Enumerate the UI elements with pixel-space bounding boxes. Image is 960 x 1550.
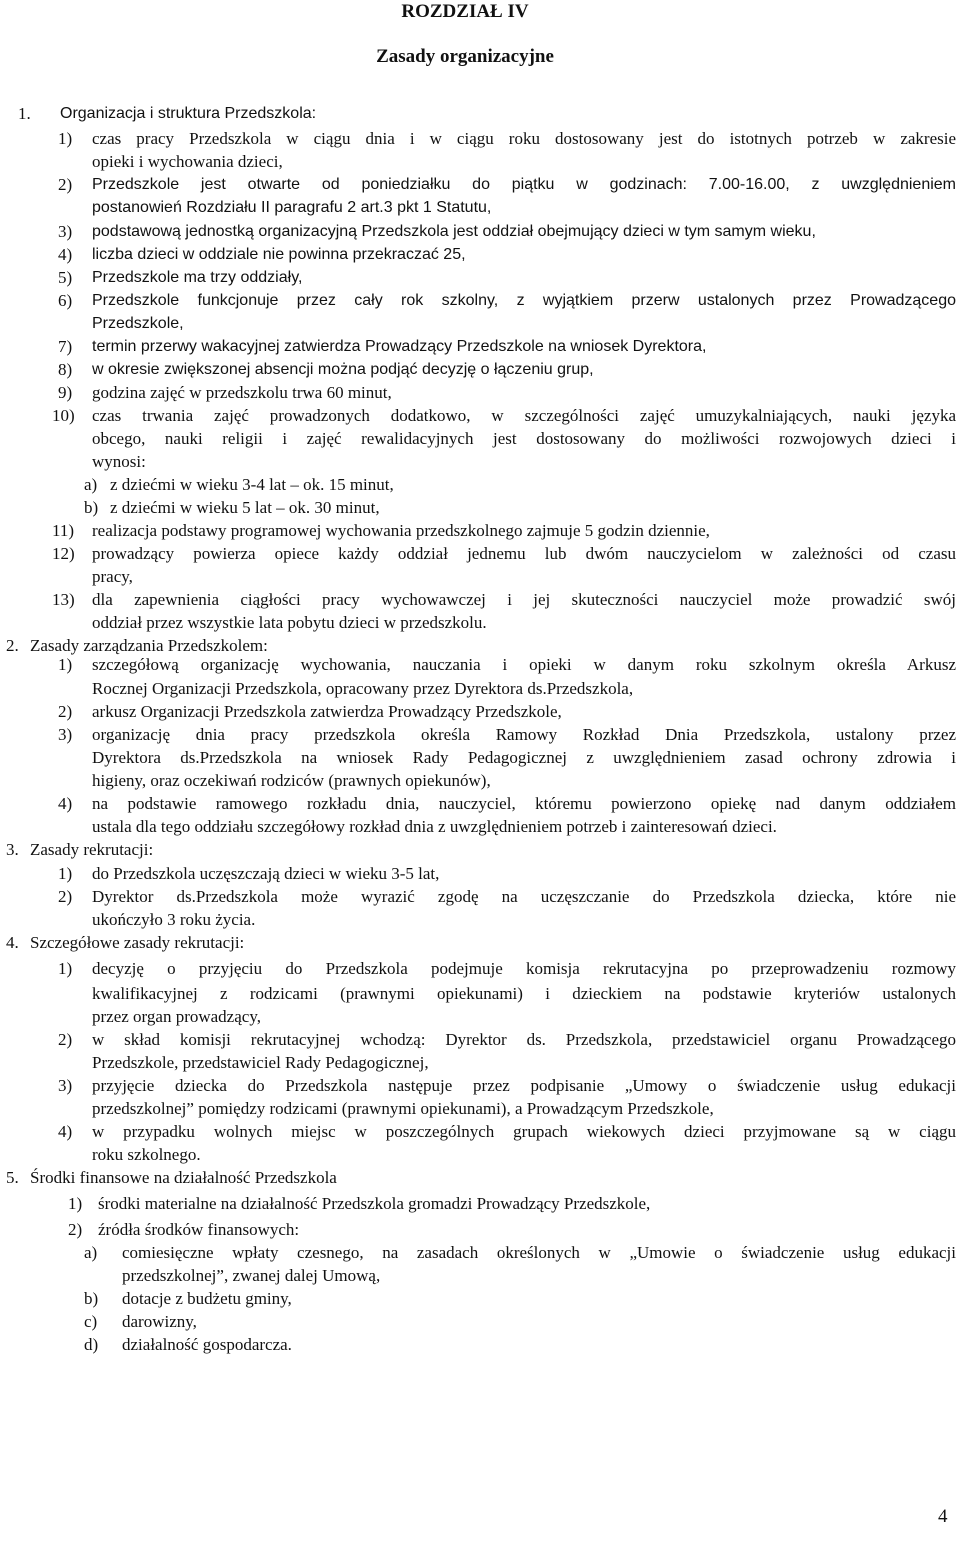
item-text-line: Przedszkole ma trzy oddziały, (92, 269, 303, 286)
item-marker: 6) (58, 291, 73, 310)
item-marker: a) (84, 1243, 98, 1262)
item-text-line: roku szkolnego. (92, 1145, 201, 1164)
item-text-line: decyzję o przyjęciu do Przedszkola podejmuje komisja rekrutacyjna po przeprowadzeniu rozmowy (92, 959, 956, 978)
section-number: 3. (6, 840, 19, 859)
item-marker: 1) (58, 864, 73, 883)
item-marker: 11) (52, 521, 75, 540)
item-text-line: Przedszkole jest otwarte od poniedziałku do piątku w godzinach: 7.00-16.00, z uwzględnieniem (92, 176, 956, 193)
item-marker: 10) (52, 406, 75, 425)
section-number: 1. (18, 104, 31, 123)
item-marker: 5) (58, 268, 73, 287)
item-marker: 9) (58, 383, 73, 402)
item-text-line: higieny, oraz oczekiwań rodziców (prawnych opiekunów), (92, 771, 491, 790)
item-text-line: arkusz Organizacji Przedszkola zatwierdza Prowadzący Przedszkole, (92, 702, 562, 721)
item-text-line: ustala dla tego oddziału szczegółowy rozkład dnia z uwzględnieniem potrzeb i zainteresowań dzieci. (92, 817, 777, 836)
item-text-line: do Przedszkola uczęszczają dzieci w wieku 3-5 lat, (92, 864, 440, 883)
item-text-line: w okresie zwiększonej absencji można podjąć decyzję o łączeniu grup, (92, 361, 594, 378)
item-text-line: dotacje z budżetu gminy, (122, 1289, 292, 1308)
item-marker: a) (84, 475, 98, 494)
chapter-subtitle: Zasady organizacyjne (376, 46, 554, 67)
item-marker: 12) (52, 544, 75, 563)
item-text-line: przyjęcie dziecka do Przedszkola następuje przez podpisanie „Umowy o świadczenie usług edukacji (92, 1076, 956, 1095)
item-text-line: comiesięczne wpłaty czesnego, na zasadach określonych w „Umowie o świadczenie usług edukacji (122, 1243, 956, 1262)
item-text-line: Przedszkole funkcjonuje przez cały rok szkolny, z wyjątkiem przerw ustalonych przez Prowadzącego (92, 292, 956, 309)
item-marker: 2) (68, 1220, 83, 1239)
item-text-line: godzina zajęć w przedszkolu trwa 60 minut, (92, 383, 392, 402)
item-text-line: Przedszkole, przedstawiciel Rady Pedagogicznej, (92, 1053, 429, 1072)
item-marker: 8) (58, 360, 73, 379)
section-title: Organizacja i struktura Przedszkola: (60, 105, 317, 122)
item-text-line: Dyrektora ds.Przedszkola na wniosek Rady Pedagogicznej z uwzględnieniem zasad ochrony zdrowia i (92, 748, 956, 767)
page-number: 4 (938, 1506, 948, 1527)
item-marker: 1) (58, 129, 73, 148)
item-marker: d) (84, 1335, 99, 1354)
section-number: 2. (6, 636, 19, 655)
item-text-line: z dziećmi w wieku 5 lat – ok. 30 minut, (110, 498, 380, 517)
item-text-line: przedszkolnej”, zwanej dalej Umową, (122, 1266, 381, 1285)
item-text-line: działalność gospodarcza. (122, 1335, 292, 1354)
item-text-line: czas trwania zajęć prowadzonych dodatkowo, w szczególności zajęć umuzykalniających, nauki języka (92, 406, 956, 425)
section-title: Środki finansowe na działalność Przedszkola (30, 1168, 337, 1187)
item-text-line: oddział przez wszystkie lata pobytu dzieci w przedszkolu. (92, 613, 487, 632)
item-text-line: przedszkolnej” pomiędzy rodzicami (prawnymi opiekunami), a Prowadzącym Przedszkole, (92, 1099, 714, 1118)
item-marker: 2) (58, 175, 73, 194)
item-marker: 4) (58, 245, 73, 264)
item-text-line: z dziećmi w wieku 3-4 lat – ok. 15 minut, (110, 475, 394, 494)
item-text-line: ukończyło 3 roku życia. (92, 910, 256, 929)
item-text-line: organizację dnia pracy przedszkola określa Ramowy Rozkład Dnia Przedszkola, ustalony przez (92, 725, 956, 744)
item-text-line: dla zapewnienia ciągłości pracy wychowawczej i jej skuteczności nauczyciel może prowadzić swój (92, 590, 956, 609)
item-text-line: obcego, nauki religii i zajęć rewalidacyjnych jest dostosowany do możliwości rozwojowych dzieci i (92, 429, 956, 448)
item-text-line: szczegółową organizację wychowania, nauczania i opieki w danym roku szkolnym określa Arkusz (92, 655, 956, 674)
item-text-line: w skład komisji rekrutacyjnej wchodzą: Dyrektor ds. Przedszkola, przedstawiciel organu Prowadzącego (92, 1030, 956, 1049)
item-marker: b) (84, 1289, 99, 1308)
section-number: 4. (6, 933, 19, 952)
item-text-line: środki materialne na działalność Przedszkola gromadzi Prowadzący Przedszkole, (98, 1194, 651, 1213)
item-marker: 7) (58, 337, 73, 356)
item-marker: 2) (58, 1030, 73, 1049)
section-title: Szczegółowe zasady rekrutacji: (30, 933, 245, 952)
section-title: Zasady zarządzania Przedszkolem: (30, 636, 268, 655)
section-title: Zasady rekrutacji: (30, 840, 154, 859)
item-text-line: w przypadku wolnych miejsc w poszczególnych grupach wiekowych dzieci przyjmowane są w ciągu (92, 1122, 956, 1141)
item-text-line: podstawową jednostką organizacyjną Przedszkola jest oddział obejmujący dzieci w tym samym wieku, (92, 223, 816, 240)
item-marker: 1) (58, 959, 73, 978)
item-marker: 2) (58, 887, 73, 906)
item-text-line: na podstawie ramowego rozkładu dnia, nauczyciel, któremu powierzono opiekę nad danym oddziałem (92, 794, 956, 813)
chapter-heading: ROZDZIAŁ IV (401, 1, 529, 22)
item-text-line: wynosi: (92, 452, 146, 471)
item-marker: 3) (58, 725, 73, 744)
item-text-line: Dyrektor ds.Przedszkola może wyrazić zgodę na uczęszczanie do Przedszkola dziecka, które nie (92, 887, 956, 906)
item-text-line: Rocznej Organizacji Przedszkola, opracowany przez Dyrektora ds.Przedszkola, (92, 679, 634, 698)
item-text-line: realizacja podstawy programowej wychowania przedszkolnego zajmuje 5 godzin dziennie, (92, 521, 710, 540)
item-text-line: termin przerwy wakacyjnej zatwierdza Prowadzący Przedszkole na wniosek Dyrektora, (92, 338, 707, 355)
item-text-line: przez organ prowadzący, (92, 1007, 261, 1026)
item-text-line: źródła środków finansowych: (98, 1220, 300, 1239)
item-marker: 1) (58, 655, 73, 674)
item-marker: 3) (58, 222, 73, 241)
item-text-line: kwalifikacyjnej z rodzicami (prawnymi opiekunami) i dzieckiem na podstawie kryteriów ustalonych (92, 984, 956, 1003)
item-text-line: postanowień Rozdziału II paragrafu 2 art.3 pkt 1 Statutu, (92, 199, 492, 216)
item-marker: 3) (58, 1076, 73, 1095)
item-marker: 1) (68, 1194, 83, 1213)
item-text-line: prowadzący powierza opiece każdy oddział jednemu lub dwóm nauczycielom w zależności od czasu (92, 544, 956, 563)
item-text-line: opieki i wychowania dzieci, (92, 152, 283, 171)
item-text-line: Przedszkole, (92, 315, 184, 332)
item-marker: 4) (58, 1122, 73, 1141)
item-text-line: darowizny, (122, 1312, 197, 1331)
item-marker: b) (84, 498, 99, 517)
item-marker: 2) (58, 702, 73, 721)
item-text-line: pracy, (92, 567, 133, 586)
item-marker: 13) (52, 590, 75, 609)
item-text-line: czas pracy Przedszkola w ciągu dnia i w ciągu roku dostosowany jest do istotnych potrzeb w zakresie (92, 129, 956, 148)
section-number: 5. (6, 1168, 19, 1187)
item-marker: 4) (58, 794, 73, 813)
item-marker: c) (84, 1312, 98, 1331)
item-text-line: liczba dzieci w oddziale nie powinna przekraczać 25, (92, 246, 466, 263)
